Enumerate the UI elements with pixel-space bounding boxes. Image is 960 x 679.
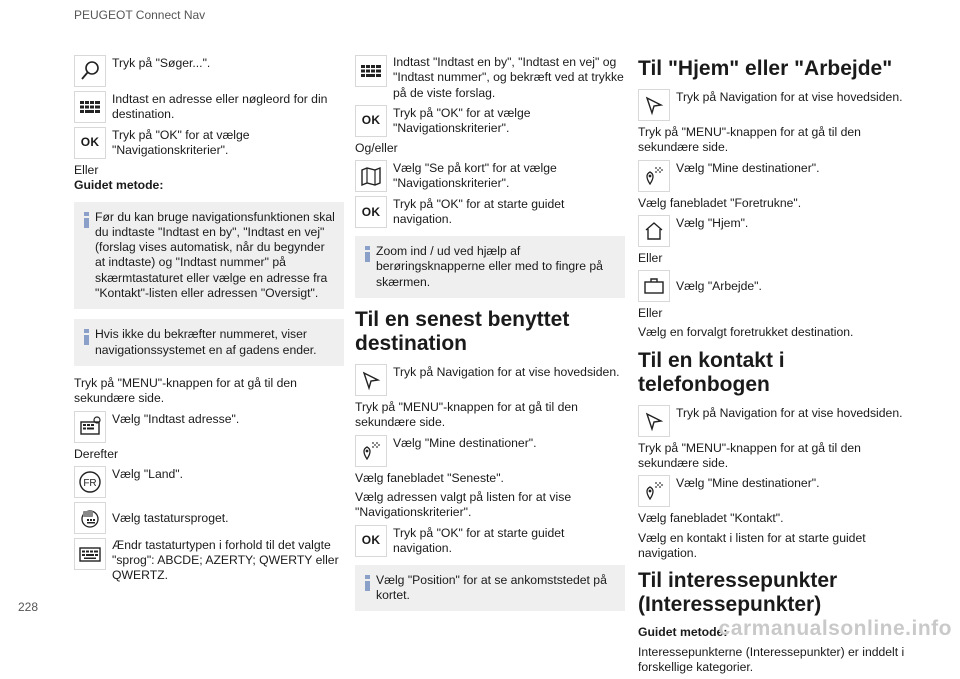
step-text: Tryk på "OK" for at vælge "Navigationskriterier". xyxy=(112,128,250,158)
section-heading: Til en kontakt i telefonbogen xyxy=(638,348,785,396)
step-text: Ændr tastaturtypen i forhold til det valgte "sprog": ABCDE; AZERTY; QWERTY eller QWERTZ. xyxy=(112,537,339,583)
destinations-icon xyxy=(638,160,670,192)
step-text: Tryk på Navigation for at vise hovedsiden. xyxy=(393,365,620,380)
column-1 xyxy=(74,55,344,588)
note-text: Zoom ind / ud ved hjælp af berøringsknapperne eller med to fingre på skærmen. xyxy=(376,244,603,289)
step-navigation xyxy=(355,364,625,396)
info-icon xyxy=(84,329,89,358)
step-text: Vælg "Mine destinationer". xyxy=(676,476,820,491)
paragraph: Vælg adressen valgt på listen for at vise "Navigationskriterier". xyxy=(355,489,572,520)
step-text: Vælg "Land". xyxy=(112,466,183,481)
guided-method-heading: Guidet metode: xyxy=(74,178,164,193)
paragraph: Tryk på "MENU"-knappen for at gå til den sekundære side. xyxy=(355,400,578,430)
map-icon xyxy=(355,160,387,192)
step-ok-start xyxy=(355,196,625,228)
eller-label: Eller xyxy=(638,306,663,321)
step-keyboard-type xyxy=(74,538,344,584)
step-text: Indtast en adresse eller nøgleord for din destination. xyxy=(112,92,328,122)
step-text: Tryk på "OK" for at starte guidet navigation. xyxy=(393,197,565,227)
paragraph: Vælg en forvalgt foretrukket destination. xyxy=(638,325,854,340)
step-home xyxy=(638,215,908,247)
paragraph: Tryk på "MENU"-knappen for at gå til den sekundære side. xyxy=(638,440,861,471)
address-keyboard-icon xyxy=(74,411,106,443)
step-enter-address xyxy=(74,91,344,123)
step-text: Tryk på "OK" for at vælge "Navigationskriterier". xyxy=(393,105,531,136)
info-icon xyxy=(84,212,89,302)
paragraph: Interessepunkterne (Interessepunkter) er inddelt i forskellige kategorier. xyxy=(638,644,905,674)
ok-button-icon: OK xyxy=(355,105,387,137)
step-ok-start xyxy=(355,525,625,557)
keyboard-type-icon xyxy=(74,538,106,570)
note-text: Vælg "Position" for at se ankomststedet på kortet. xyxy=(376,572,607,602)
eller-label: Eller xyxy=(638,250,663,265)
info-note xyxy=(74,319,344,366)
info-note xyxy=(355,236,625,298)
navigation-icon xyxy=(355,364,387,396)
keyboard-language-icon xyxy=(74,502,106,534)
keyboard-icon xyxy=(74,91,106,123)
step-enter-address-menu xyxy=(74,411,344,443)
ok-button-icon: OK xyxy=(74,127,106,159)
step-text: Tryk på "OK" for at starte guidet navigation. xyxy=(393,525,565,555)
step-text: Vælg "Hjem". xyxy=(676,215,749,230)
navigation-icon xyxy=(638,405,670,437)
step-text: Vælg "Se på kort" for at vælge "Navigationskriterier". xyxy=(393,161,557,191)
step-text: Tryk på "Søger...". xyxy=(112,56,211,70)
country-icon xyxy=(74,466,106,498)
keyboard-icon xyxy=(355,55,387,87)
section-heading: Til interessepunkter (Interessepunkter) xyxy=(638,569,838,617)
search-icon xyxy=(74,55,106,87)
section-heading: Til "Hjem" eller "Arbejde" xyxy=(638,57,893,80)
step-map xyxy=(355,160,625,192)
step-my-destinations xyxy=(638,475,908,507)
paragraph: Vælg fanebladet "Kontakt". xyxy=(638,511,784,526)
step-text: Indtast "Indtast en by", "Indtast en vej" og "Indtast nummer", og bekræft ved at trykke på de viste forslag. xyxy=(393,55,624,100)
step-navigation xyxy=(638,89,908,121)
info-icon xyxy=(365,575,370,604)
step-ok xyxy=(74,127,344,159)
ogeller-label: Og/eller xyxy=(355,140,398,155)
step-text: Vælg "Arbejde". xyxy=(676,279,762,294)
step-my-destinations xyxy=(638,160,908,192)
step-country xyxy=(74,466,344,498)
step-ok xyxy=(355,105,625,137)
step-navigation xyxy=(638,405,908,437)
page-number: 228 xyxy=(18,600,39,614)
step-work xyxy=(638,270,908,302)
step-text: Vælg "Mine destinationer". xyxy=(393,435,537,450)
ok-button-icon: OK xyxy=(355,196,387,228)
derefter-label: Derefter xyxy=(74,446,119,461)
step-text: Tryk på Navigation for at vise hovedsiden. xyxy=(676,405,903,420)
column-3 xyxy=(638,57,908,679)
info-note xyxy=(74,202,344,310)
column-2 xyxy=(355,55,625,621)
svg-text:FR: FR xyxy=(83,477,97,489)
info-note xyxy=(355,565,625,612)
step-text: Vælg "Mine destinationer". xyxy=(676,160,820,175)
watermark: carmanualsonline.info xyxy=(718,617,952,640)
ok-button-icon: OK xyxy=(355,525,387,557)
note-text: Før du kan bruge navigationsfunktionen skal du indtaste "Indtast en by", "Indtast en vej" (forslag vises automatisk, når du begynder at indtaste) og "Indtast nummer" på skærmtastaturet eller vælge en adresse fra "Kontakt"-listen eller adressen "Oversigt". xyxy=(95,209,335,301)
step-text: Tryk på Navigation for at vise hovedsiden. xyxy=(676,90,903,104)
step-text: Vælg "Indtast adresse". xyxy=(112,411,240,426)
note-text: Hvis ikke du bekræfter nummeret, viser navigationssystemet en af gadens ender. xyxy=(95,327,317,357)
step-keyboard-language xyxy=(74,502,344,534)
guided-method-heading: Guidet metode: xyxy=(638,625,728,640)
paragraph: Vælg fanebladet "Seneste". xyxy=(355,470,504,485)
step-search xyxy=(74,55,344,87)
step-my-destinations xyxy=(355,435,625,467)
paragraph: Vælg en kontakt i listen for at starte guidet navigation. xyxy=(638,530,866,560)
destinations-icon xyxy=(355,435,387,467)
destinations-icon xyxy=(638,475,670,507)
home-icon xyxy=(638,215,670,247)
paragraph: Tryk på "MENU"-knappen for at gå til den sekundære side. xyxy=(74,375,297,406)
step-text: Vælg tastatursproget. xyxy=(112,510,229,525)
step-enter-city xyxy=(355,55,625,101)
section-heading: Til en senest benyttet destination xyxy=(355,308,570,356)
info-icon xyxy=(365,246,370,290)
eller-label: Eller xyxy=(74,163,99,177)
navigation-icon xyxy=(638,89,670,121)
paragraph: Vælg fanebladet "Foretrukne". xyxy=(638,195,802,210)
briefcase-icon xyxy=(638,270,670,302)
page-header: PEUGEOT Connect Nav xyxy=(74,8,206,22)
paragraph: Tryk på "MENU"-knappen for at gå til den sekundære side. xyxy=(638,125,861,155)
